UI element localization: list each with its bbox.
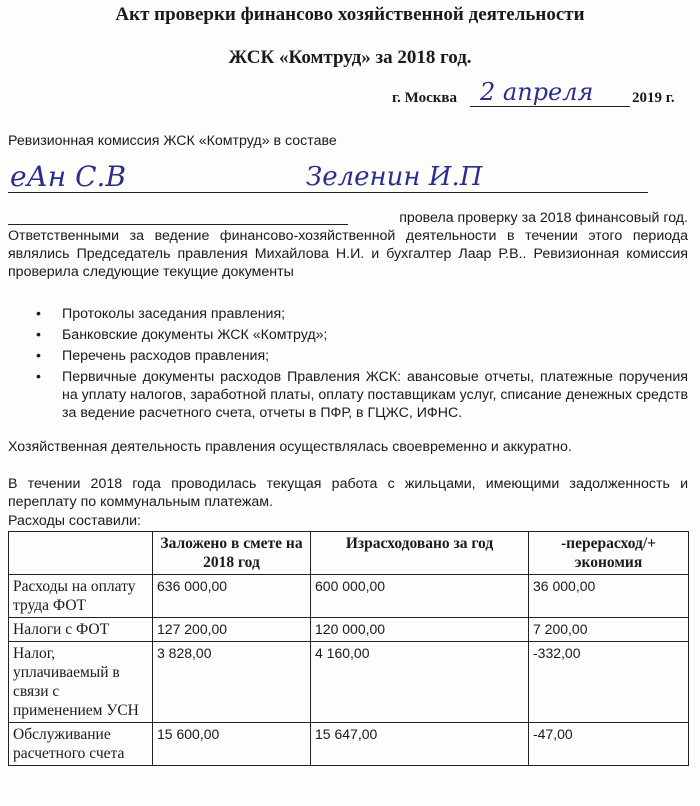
- documents-list: [36, 305, 688, 425]
- member-signature-2: Зеленин И.П: [306, 162, 483, 192]
- tenants-paragraph: В течении 2018 года проводилась текущая работа с жильцами, имеющими задолженность и переплату по коммунальным платежам.: [8, 476, 688, 510]
- responsible-paragraph: Ответственными за ведение финансово-хозяйственной деятельности в течении этого периода являлись Председатель правления Михайлова Н.И. и бухгалтер Лаар Р.В.. Ревизионная комиссия проверила следующие текущие документы: [8, 228, 688, 280]
- table-cell: 3 828,00: [153, 642, 311, 723]
- commission-intro: Ревизионная комиссия ЖСК «Комтруд» в составе: [8, 133, 337, 149]
- audit-text: провела проверку за 2018 финансовый год.: [399, 210, 688, 226]
- expenses-table: [8, 531, 689, 766]
- year-label: 2019 г.: [632, 90, 675, 106]
- table-cell: 120 000,00: [311, 618, 529, 642]
- list-item: • Банковские документы ЖСК «Комтруд»;: [36, 327, 328, 343]
- table-row: [9, 723, 689, 766]
- table-header-cell: -перерасход/+ экономия: [529, 532, 689, 575]
- table-cell: 636 000,00: [153, 575, 311, 618]
- table-cell: Расходы на оплату труда ФОТ: [9, 575, 153, 618]
- table-header-cell: Израсходовано за год: [311, 532, 529, 575]
- list-item: • Протоколы заседания правления;: [36, 306, 286, 322]
- table-cell: 15 600,00: [153, 723, 311, 766]
- bullet-icon: •: [36, 306, 41, 322]
- city-label: г. Москва: [392, 90, 457, 106]
- table-cell: -332,00: [529, 642, 689, 723]
- table-cell: Обслуживание расчетного счета: [9, 723, 153, 766]
- date-line: [470, 78, 630, 107]
- table-cell: -47,00: [529, 723, 689, 766]
- table-cell: 15 647,00: [311, 723, 529, 766]
- table-cell: 600 000,00: [311, 575, 529, 618]
- list-item: • Перечень расходов правления;: [36, 348, 270, 364]
- list-item: • Первичные документы расходов Правления ЖСК: авансовые отчеты, платежные поручения на уплату налогов, заработной платы, оплату поставщикам услуг, списание денежных средств за ведение расчетного счета, отчеты в ПФР, в ГЦЖС, ИФНС.: [36, 369, 688, 421]
- members-line: [8, 160, 648, 193]
- table-cell: 4 160,00: [311, 642, 529, 723]
- document-subtitle: ЖСК «Комтруд» за 2018 год.: [228, 47, 472, 68]
- blank-line: [8, 208, 348, 225]
- table-row: [9, 618, 689, 642]
- bullet-icon: •: [36, 369, 41, 385]
- table-cell: 127 200,00: [153, 618, 311, 642]
- table-cell: Налог, уплачиваемый в связи с применением УСН: [9, 642, 153, 723]
- table-cell: 36 000,00: [529, 575, 689, 618]
- table-row: [9, 575, 689, 618]
- expenses-caption: Расходы составили:: [8, 513, 141, 529]
- document-title: Акт проверки финансово хозяйственной деятельности: [115, 4, 585, 25]
- bullet-icon: •: [36, 327, 41, 343]
- table-row: [9, 642, 689, 723]
- table-cell: Налоги с ФОТ: [9, 618, 153, 642]
- date-handwritten: 2 апреля: [480, 78, 594, 106]
- conclusion-text: Хозяйственная деятельность правления осуществлялась своевременно и аккуратно.: [8, 439, 572, 455]
- table-header-cell: Заложено в смете на 2018 год: [153, 532, 311, 575]
- member-signature-1: еАн С.В: [10, 160, 127, 193]
- table-header-row: [9, 532, 689, 575]
- table-cell: 7 200,00: [529, 618, 689, 642]
- bullet-icon: •: [36, 348, 41, 364]
- table-header-cell: [9, 532, 153, 575]
